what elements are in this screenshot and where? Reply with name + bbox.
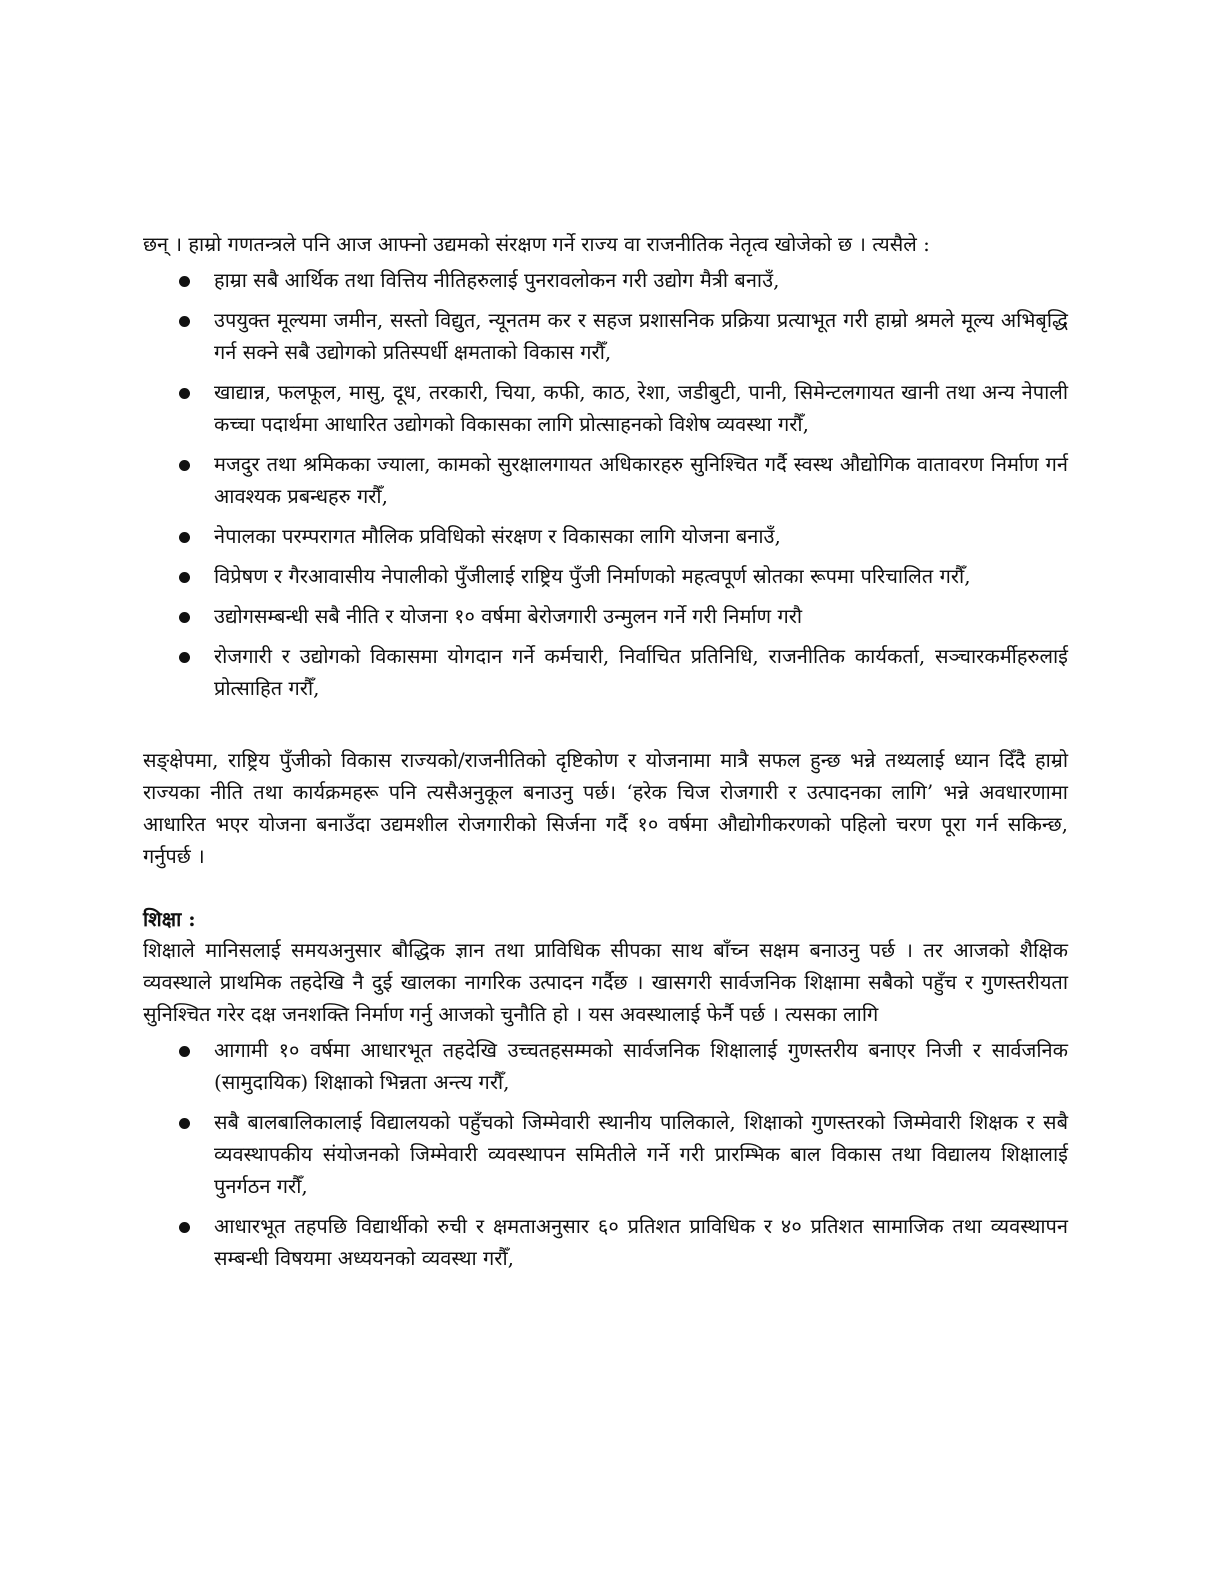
list-item <box>143 600 1068 632</box>
list-item-text: विप्रेषण र गैरआवासीय नेपालीको पुँजीलाई राष्ट्रिय पुँजी निर्माणको महत्वपूर्ण स्रोतका रूपमा परिचालित गरौँ, <box>214 564 971 588</box>
education-paragraph: शिक्षाले मानिसलाई समयअनुसार बौद्धिक ज्ञान तथा प्राविधिक सीपका साथ बाँच्न सक्षम बनाउनु पर्छ । तर आजको शैक्षिक व्यवस्थाले प्राथमिक तहदेखि नै दुई खालका नागरिक उत्पादन गर्दैछ । खासगरी सार्वजनिक शिक्षामा सबैको पहुँच र गुणस्तरीयता सुनिश्चित गरेर दक्ष जनशक्ति निर्माण गर्नु आजको चुनौति हो । यस अवस्थालाई फेर्नै पर्छ । त्यसका लागि <box>143 938 1068 1026</box>
list-item <box>143 1210 1068 1274</box>
bullet-icon <box>179 572 190 583</box>
list-item <box>143 264 1068 296</box>
list-item-text: उद्योगसम्बन्धी सबै नीति र योजना १० वर्षमा बेरोजगारी उन्मुलन गर्ने गरी निर्माण गरौ <box>214 604 803 628</box>
list-item <box>143 1106 1068 1202</box>
list-item-text: आधारभूत तहपछि विद्यार्थीको रुची र क्षमताअनुसार ६० प्रतिशत प्राविधिक र ४० प्रतिशत सामाजिक तथा व्यवस्थापन सम्बन्धी विषयमा अध्ययनको व्यवस्था गरौँ, <box>214 1214 1068 1270</box>
bullet-icon <box>179 1222 190 1233</box>
intro-paragraph: छन् । हाम्रो गणतन्त्रले पनि आज आफ्नो उद्यमको संरक्षण गर्ने राज्य वा राजनीतिक नेतृत्व खोजेको छ । त्यसैले : <box>143 232 930 256</box>
list-item-text: खाद्यान्न, फलफूल, मासु, दूध, तरकारी, चिया, कफी, काठ, रेशा, जडीबुटी, पानी, सिमेन्टलगायत खानी तथा अन्य नेपाली कच्चा पदार्थमा आधारित उद्योगको विकासका लागि प्रोत्साहनको विशेष व्यवस्था गरौँ, <box>214 380 1068 436</box>
education-bullet-list <box>143 1034 1068 1274</box>
industry-bullet-list <box>143 264 1068 704</box>
list-item-text: रोजगारी र उद्योगको विकासमा योगदान गर्ने कर्मचारी, निर्वाचित प्रतिनिधि, राजनीतिक कार्यकर्ता, सञ्चारकर्मीहरुलाई प्रोत्साहित गरौँ, <box>214 644 1068 700</box>
bullet-icon <box>179 388 190 399</box>
list-item <box>143 448 1068 512</box>
bullet-icon <box>179 276 190 287</box>
bullet-icon <box>179 316 190 327</box>
list-item-text: हाम्रा सबै आर्थिक तथा वित्तिय नीतिहरुलाई पुनरावलोकन गरी उद्योग मैत्री बनाउँ, <box>214 268 780 292</box>
bullet-icon <box>179 652 190 663</box>
list-item-text: आगामी १० वर्षमा आधारभूत तहदेखि उच्चतहसम्मको सार्वजनिक शिक्षालाई गुणस्तरीय बनाएर निजी र सार्वजनिक (सामुदायिक) शिक्षाको भिन्नता अन्त्य गरौँ, <box>214 1038 1068 1094</box>
list-item-text: नेपालका परम्परागत मौलिक प्रविधिको संरक्षण र विकासका लागि योजना बनाउँ, <box>214 524 781 548</box>
bullet-icon <box>179 460 190 471</box>
list-item-text: मजदुर तथा श्रमिकका ज्याला, कामको सुरक्षालगायत अधिकारहरु सुनिश्चित गर्दै स्वस्थ औद्योगिक वातावरण निर्माण गर्न आवश्यक प्रबन्धहरु गरौँ, <box>214 452 1068 508</box>
bullet-icon <box>179 1046 190 1057</box>
list-item-text: सबै बालबालिकालाई विद्यालयको पहुँचको जिम्मेवारी स्थानीय पालिकाले, शिक्षाको गुणस्तरको जिम्मेवारी शिक्षक र सबै व्यवस्थापकीय संयोजनको जिम्मेवारी व्यवस्थापन समितीले गर्ने गरी प्रारम्भिक बाल विकास तथा विद्यालय शिक्षालाई पुनर्गठन गरौँ, <box>214 1110 1068 1198</box>
list-item <box>143 1034 1068 1098</box>
list-item <box>143 304 1068 368</box>
list-item <box>143 520 1068 552</box>
summary-paragraph: सङ्क्षेपमा, राष्ट्रिय पुँजीको विकास राज्यको/राजनीतिको दृष्टिकोण र योजनामा मात्रै सफल हुन्छ भन्ने तथ्यलाई ध्यान दिँदै हाम्रो राज्यका नीति तथा कार्यक्रमहरू पनि त्यसैअनुकूल बनाउनु पर्छ। ‘हरेक चिज रोजगारी र उत्पादनका लागि’ भन्ने अवधारणामा आधारित भएर योजना बनाउँदा उद्यमशील रोजगारीको सिर्जना गर्दै १० वर्षमा औद्योगीकरणको पहिलो चरण पूरा गर्न सकिन्छ, गर्नुपर्छ । <box>143 748 1068 868</box>
list-item-text: उपयुक्त मूल्यमा जमीन, सस्तो विद्युत, न्यूनतम कर र सहज प्रशासनिक प्रक्रिया प्रत्याभूत गरी हाम्रो श्रमले मूल्य अभिबृद्धि गर्न सक्ने सबै उद्योगको प्रतिस्पर्धी क्षमताको विकास गरौँ, <box>214 308 1068 364</box>
bullet-icon <box>179 532 190 543</box>
list-item <box>143 376 1068 440</box>
education-heading: शिक्षा : <box>143 907 196 931</box>
list-item <box>143 640 1068 704</box>
document-page <box>143 228 1068 1282</box>
list-item <box>143 560 1068 592</box>
bullet-icon <box>179 1118 190 1129</box>
bullet-icon <box>179 612 190 623</box>
